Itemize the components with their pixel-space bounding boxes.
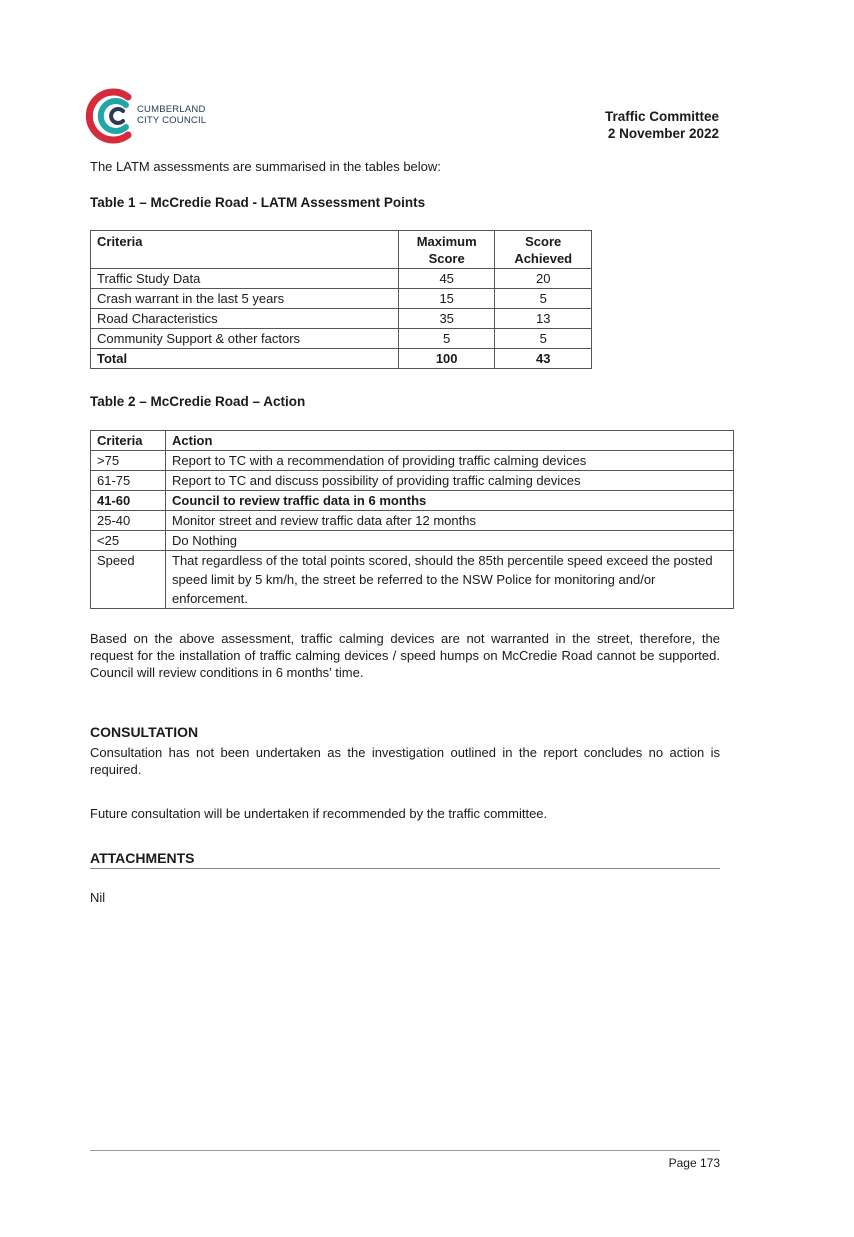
- table-row: [91, 511, 734, 531]
- table-cell: 35: [398, 309, 495, 329]
- table-cell: Report to TC with a recommendation of providing traffic calming devices: [166, 451, 734, 471]
- table-cell: Community Support & other factors: [91, 329, 399, 349]
- footer-divider: [90, 1150, 720, 1151]
- table-header-cell: Score Achieved: [495, 231, 592, 269]
- table2: [90, 430, 734, 609]
- table-cell: Total: [91, 349, 399, 369]
- table-row: [91, 309, 592, 329]
- council-name-line1: CUMBERLAND: [137, 104, 206, 115]
- table1-title: Table 1 – McCredie Road - LATM Assessment Points: [90, 195, 426, 210]
- attachments-text: Nil: [90, 890, 106, 905]
- future-consultation-text: Future consultation will be undertaken if recommended by the traffic committee.: [90, 806, 548, 821]
- council-name: [137, 104, 206, 126]
- table-cell: Report to TC and discuss possibility of providing traffic calming devices: [166, 471, 734, 491]
- table-cell: Road Characteristics: [91, 309, 399, 329]
- table-cell: >75: [91, 451, 166, 471]
- table-cell: Speed: [91, 551, 166, 609]
- table-cell: Council to review traffic data in 6 months: [166, 491, 734, 511]
- table-header-cell: Action: [166, 431, 734, 451]
- table-row: [91, 269, 592, 289]
- table-header-cell: Criteria: [91, 431, 166, 451]
- table-row: [91, 451, 734, 471]
- committee-name: Traffic Committee: [604, 109, 719, 124]
- assessment-paragraph: Based on the above assessment, traffic calming devices are not warranted in the street, therefore, the request for the installation of traffic calming devices / speed humps on McCredie Road cannot be supported. Council will review conditions in 6 months' time.: [90, 631, 720, 680]
- consultation-text: Consultation has not been undertaken as the investigation outlined in the report concludes no action is required.: [90, 745, 720, 777]
- table-cell: That regardless of the total points scored, should the 85th percentile speed exceed the posted speed limit by 5 km/h, the street be referred to the NSW Police for monitoring and/or enforcement.: [166, 551, 734, 609]
- table-cell: 100: [398, 349, 495, 369]
- consultation-heading: CONSULTATION: [90, 724, 199, 740]
- table-cell: Crash warrant in the last 5 years: [91, 289, 399, 309]
- table-cell: 5: [495, 329, 592, 349]
- header-meta: [605, 108, 719, 142]
- attachments-heading: ATTACHMENTS: [90, 850, 720, 869]
- table-cell: Monitor street and review traffic data after 12 months: [166, 511, 734, 531]
- table-header-cell: Criteria: [91, 231, 399, 269]
- table-cell: 15: [398, 289, 495, 309]
- table-cell: Traffic Study Data: [91, 269, 399, 289]
- table-cell: 13: [495, 309, 592, 329]
- table-cell: 61-75: [91, 471, 166, 491]
- table2-title: Table 2 – McCredie Road – Action: [90, 394, 306, 409]
- table-row: [91, 531, 734, 551]
- table-cell: 41-60: [91, 491, 166, 511]
- table-cell: 20: [495, 269, 592, 289]
- table-row: [91, 329, 592, 349]
- table-header-row: [91, 231, 592, 269]
- council-name-line2: CITY COUNCIL: [137, 115, 207, 126]
- table-cell: Do Nothing: [166, 531, 734, 551]
- table-total-row: [91, 349, 592, 369]
- table1: [90, 230, 592, 369]
- table-cell: 43: [495, 349, 592, 369]
- table-row-highlight: [91, 491, 734, 511]
- table-cell: 45: [398, 269, 495, 289]
- page-number: Page 173: [668, 1156, 720, 1170]
- table-cell: 5: [398, 329, 495, 349]
- table-row: [91, 551, 734, 609]
- table-row: [91, 289, 592, 309]
- table-cell: 5: [495, 289, 592, 309]
- meeting-date: 2 November 2022: [607, 126, 719, 141]
- table-header-cell: Maximum Score: [398, 231, 495, 269]
- table-header-row: [91, 431, 734, 451]
- table-cell: 25-40: [91, 511, 166, 531]
- table-cell: <25: [91, 531, 166, 551]
- table-row: [91, 471, 734, 491]
- intro-text: The LATM assessments are summarised in the tables below:: [90, 159, 441, 174]
